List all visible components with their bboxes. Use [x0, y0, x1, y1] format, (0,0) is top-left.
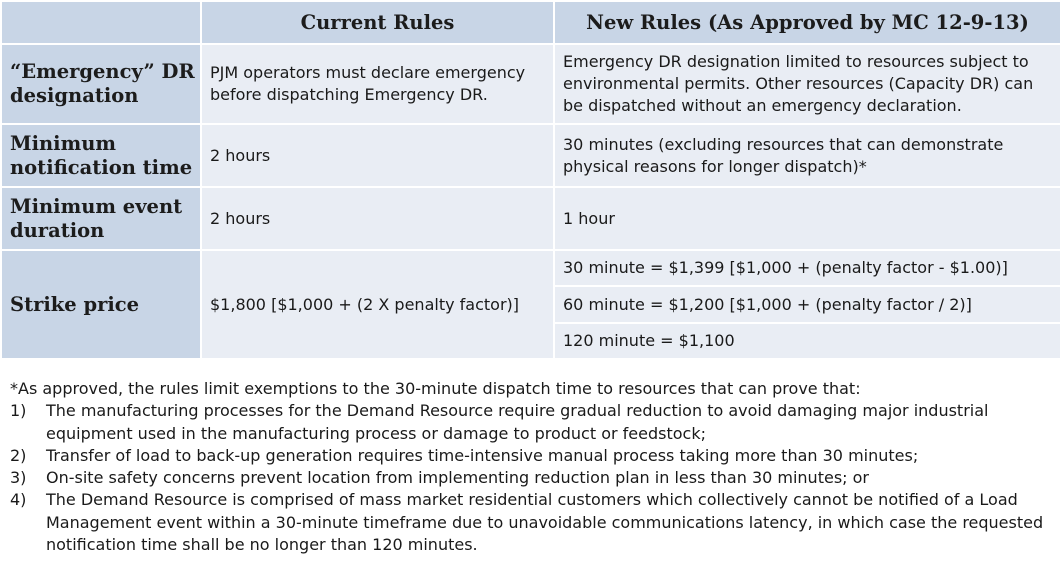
- list-item-number: 3): [10, 468, 27, 488]
- current-rule-cell: $1,800 [$1,000 + (2 X penalty factor)]: [202, 251, 555, 360]
- table-row: [2, 188, 1060, 251]
- list-item: [10, 400, 1056, 445]
- table-row: [2, 125, 1060, 188]
- table-row: [2, 251, 1060, 287]
- list-item-text: The Demand Resource is comprised of mass market residential customers which collectively cannot be notified of a Load Management event within a 30-minute timeframe due to unavoidable communications latency, in which case the requested notification time shall be no longer than 120 minutes.: [46, 490, 1044, 555]
- row-label-strike-price: Strike price: [2, 251, 202, 360]
- table-row: [2, 45, 1060, 125]
- list-item-number: 4): [10, 490, 27, 510]
- list-item-text: The manufacturing processes for the Demand Resource require gradual reduction to avoid damaging major industrial equipment used in the manufacturing process or damage to product or feedstock;: [46, 401, 989, 443]
- header-new-rules: New Rules (As Approved by MC 12-9-13): [555, 2, 1060, 45]
- current-rule-cell: 2 hours: [202, 125, 555, 188]
- new-rule-cell: Emergency DR designation limited to resources subject to environmental permits. Other resources (Capacity DR) can be dispatched without an emergency declaration.: [555, 45, 1060, 125]
- new-rule-cell: 1 hour: [555, 188, 1060, 251]
- row-label-emergency-designation: “Emergency” DR designation: [2, 45, 202, 125]
- new-rule-cell: 30 minutes (excluding resources that can demonstrate physical reasons for longer dispatch)*: [555, 125, 1060, 188]
- row-label-notification-time: Minimum notification time: [2, 125, 202, 188]
- table-header-row: [2, 2, 1060, 45]
- list-item-text: On-site safety concerns prevent location from implementing reduction plan in less than 30 minutes; or: [46, 468, 869, 488]
- strike-price-60min-cell: 60 minute = $1,200 [$1,000 + (penalty factor / 2)]: [555, 287, 1060, 324]
- footnote-intro: *As approved, the rules limit exemptions to the 30-minute dispatch time to resources that can prove that:: [10, 379, 861, 398]
- header-blank-cell: [2, 2, 202, 45]
- list-item: [10, 445, 1056, 467]
- footnote-list: [10, 400, 1056, 556]
- strike-price-30min-cell: 30 minute = $1,399 [$1,000 + (penalty factor - $1.00)]: [555, 251, 1060, 287]
- current-rule-cell: 2 hours: [202, 188, 555, 251]
- rules-comparison-table: [2, 2, 1060, 360]
- current-rule-cell: PJM operators must declare emergency before dispatching Emergency DR.: [202, 45, 555, 125]
- header-current-rules: Current Rules: [202, 2, 555, 45]
- list-item: [10, 489, 1056, 556]
- list-item-number: 1): [10, 401, 27, 421]
- list-item-text: Transfer of load to back-up generation requires time-intensive manual process taking more than 30 minutes;: [46, 445, 919, 465]
- list-item-number: 2): [10, 445, 27, 465]
- strike-price-120min-cell: 120 minute = $1,100: [555, 324, 1060, 360]
- footnote-section: [10, 378, 1056, 556]
- list-item: [10, 467, 1056, 489]
- row-label-event-duration: Minimum event duration: [2, 188, 202, 251]
